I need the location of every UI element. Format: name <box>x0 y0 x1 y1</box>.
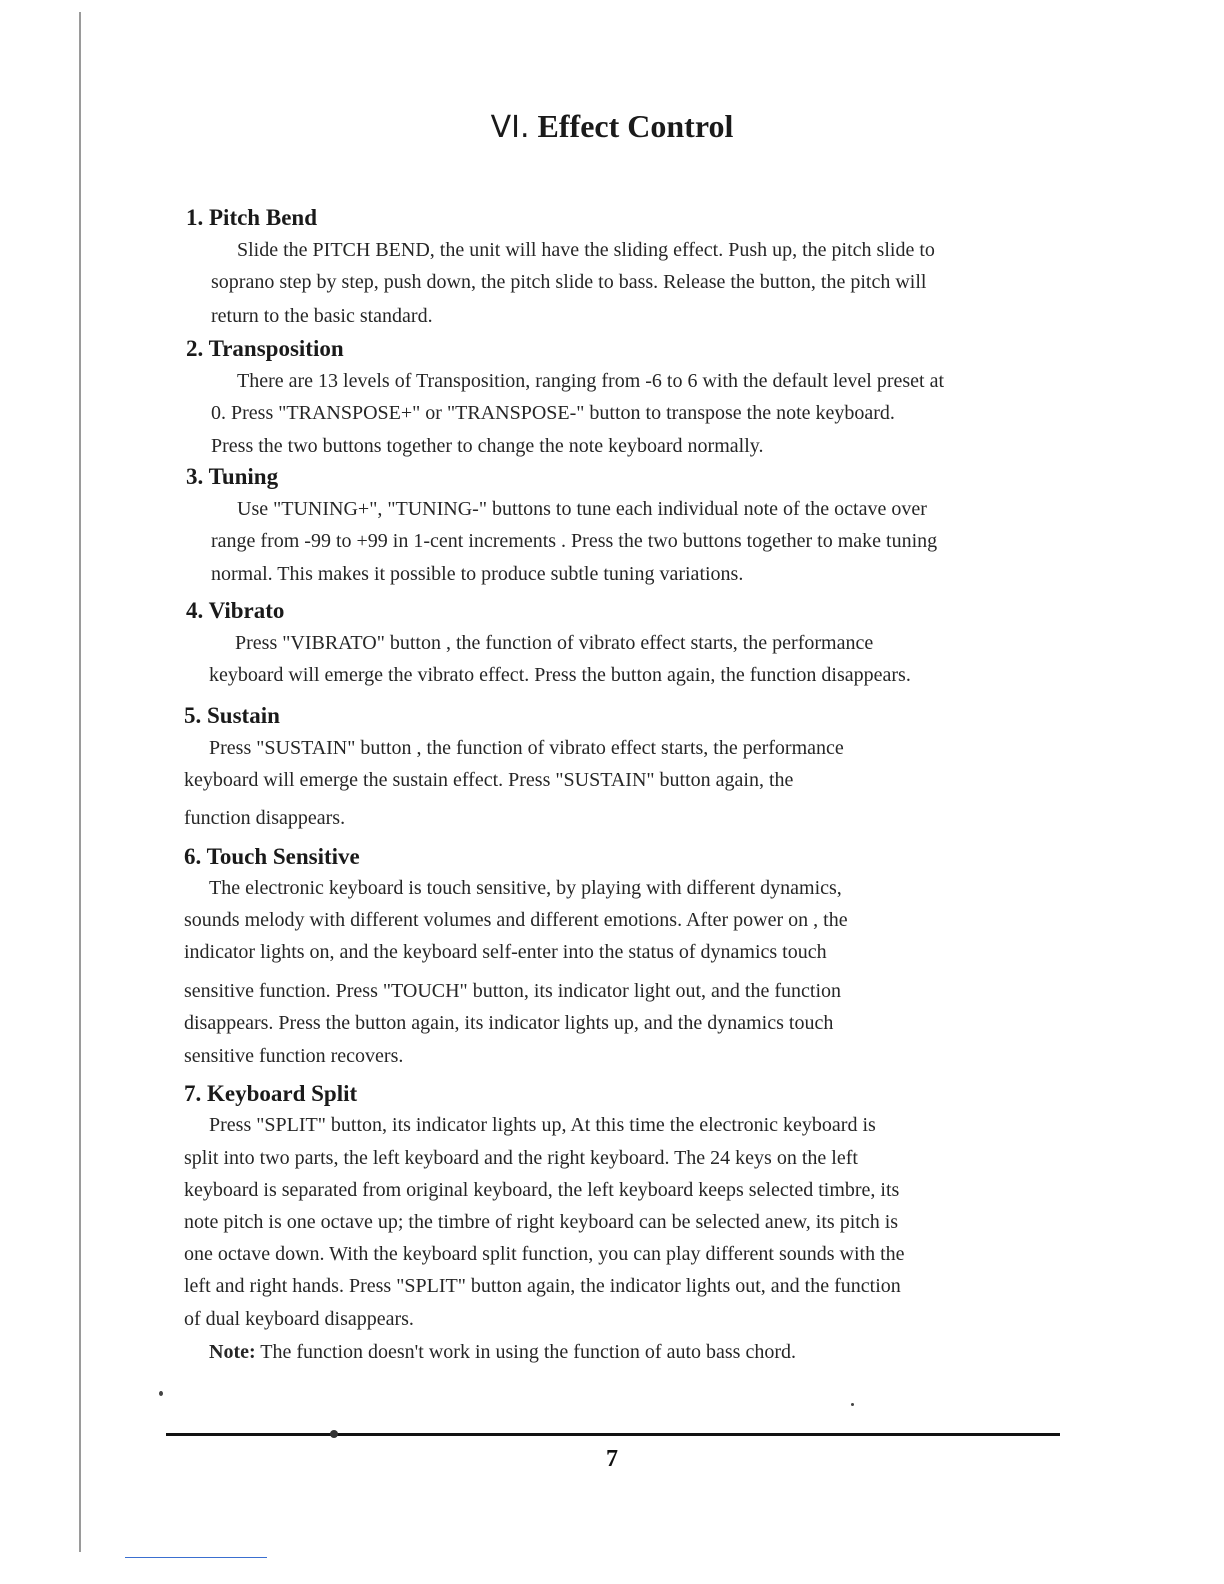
scan-speck <box>159 1391 163 1396</box>
bottom-underline-mark <box>125 1557 267 1558</box>
paragraph-line: sensitive function. Press "TOUCH" button, its indicator light out, and the function <box>184 980 842 1002</box>
paragraph-line: keyboard is separated from original keyboard, the left keyboard keeps selected timbre, its <box>184 1179 900 1201</box>
page-title <box>0 104 1224 150</box>
paragraph-line: Press "SUSTAIN" button , the function of vibrato effect starts, the performance <box>209 737 844 759</box>
paragraph-line: There are 13 levels of Transposition, ranging from -6 to 6 with the default level preset at <box>237 370 945 392</box>
section-heading-touch-sensitive: 6. Touch Sensitive <box>184 844 360 869</box>
paragraph-line: Press the two buttons together to change the note keyboard normally. <box>211 435 764 457</box>
title-text: Effect Control <box>537 108 734 144</box>
section-heading-keyboard-split: 7. Keyboard Split <box>184 1081 358 1106</box>
paragraph-line: Use "TUNING+", "TUNING-" buttons to tune each individual note of the octave over <box>237 498 927 520</box>
paragraph-line: Press "VIBRATO" button , the function of vibrato effect starts, the performance <box>235 632 874 654</box>
page-number: 7 <box>606 1446 618 1472</box>
paragraph-line: Slide the PITCH BEND, the unit will have the sliding effect. Push up, the pitch slide to <box>237 239 935 261</box>
paragraph-line: The electronic keyboard is touch sensitive, by playing with different dynamics, <box>209 877 842 899</box>
footer-rule <box>166 1433 1060 1436</box>
paragraph-line: indicator lights on, and the keyboard self-enter into the status of dynamics touch <box>184 941 827 963</box>
paragraph-line: return to the basic standard. <box>211 305 433 327</box>
section-heading-pitch-bend: 1. Pitch Bend <box>186 205 317 230</box>
paragraph-line: split into two parts, the left keyboard and the right keyboard. The 24 keys on the left <box>184 1147 858 1169</box>
paragraph-line: disappears. Press the button again, its indicator lights up, and the dynamics touch <box>184 1012 834 1034</box>
paragraph-line: sounds melody with different volumes and different emotions. After power on , the <box>184 909 848 931</box>
scan-speck <box>851 1403 854 1406</box>
section-heading-transposition: 2. Transposition <box>186 336 344 361</box>
paragraph-line: range from -99 to +99 in 1-cent increments . Press the two buttons together to make tuning <box>211 530 938 552</box>
note-line <box>209 1339 796 1365</box>
title-numeral: VI. <box>490 110 530 145</box>
note-label: Note: <box>209 1341 256 1363</box>
footer-rule-dot <box>330 1430 338 1438</box>
paragraph-line: soprano step by step, push down, the pitch slide to bass. Release the button, the pitch will <box>211 271 927 293</box>
paragraph-line: 0. Press "TRANSPOSE+" or "TRANSPOSE-" button to transpose the note keyboard. <box>211 402 895 424</box>
section-heading-tuning: 3. Tuning <box>186 464 279 489</box>
paragraph-line: note pitch is one octave up; the timbre of right keyboard can be selected anew, its pitch is <box>184 1211 899 1233</box>
paragraph-line: keyboard will emerge the sustain effect. Press "SUSTAIN" button again, the <box>184 769 794 791</box>
paragraph-line: of dual keyboard disappears. <box>184 1308 414 1330</box>
paragraph-line: function disappears. <box>184 807 346 829</box>
binding-edge-line <box>79 12 81 1552</box>
paragraph-line: one octave down. With the keyboard split function, you can play different sounds with the <box>184 1243 905 1265</box>
paragraph-line: left and right hands. Press "SPLIT" button again, the indicator lights out, and the function <box>184 1275 901 1297</box>
section-heading-vibrato: 4. Vibrato <box>186 598 285 623</box>
paragraph-line: normal. This makes it possible to produce subtle tuning variations. <box>211 563 744 585</box>
section-heading-sustain: 5. Sustain <box>184 703 280 728</box>
note-text: The function doesn't work in using the function of auto bass chord. <box>255 1341 797 1363</box>
paragraph-line: sensitive function recovers. <box>184 1045 404 1067</box>
paragraph-line: keyboard will emerge the vibrato effect. Press the button again, the function disappears. <box>209 664 911 686</box>
paragraph-line: Press "SPLIT" button, its indicator lights up, At this time the electronic keyboard is <box>209 1114 876 1136</box>
